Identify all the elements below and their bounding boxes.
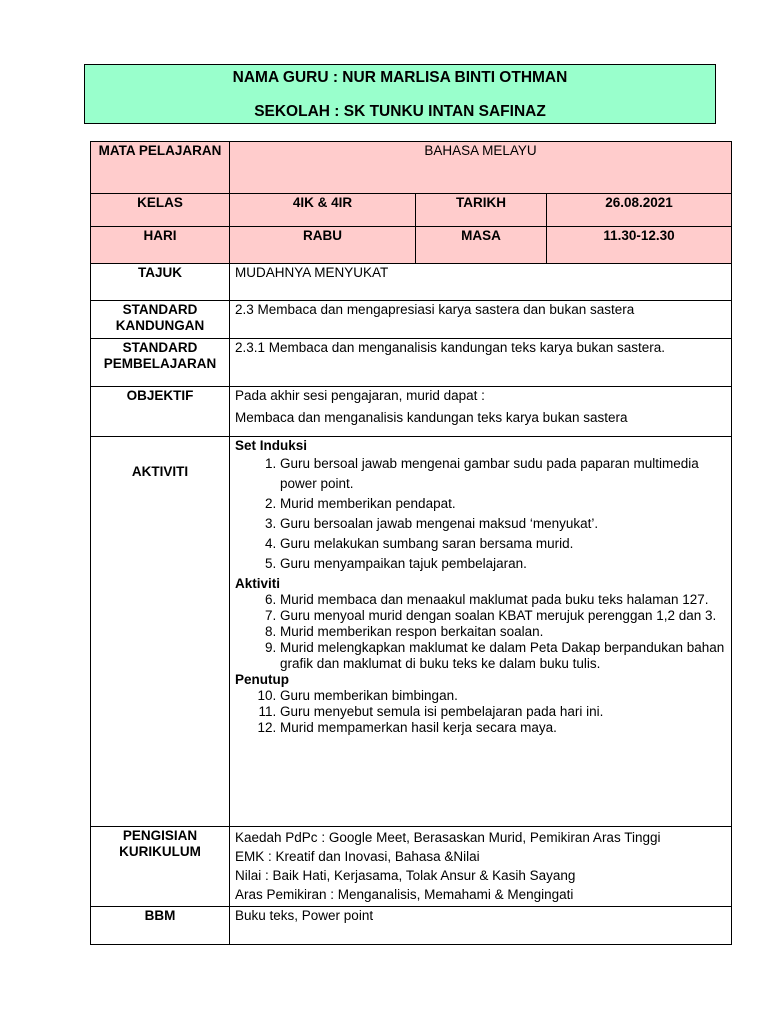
curriculum-label: PENGISIAN KURIKULUM [91,827,230,907]
curriculum-line: Nilai : Baik Hati, Kerjasama, Tolak Ansur & Kasih Sayang [235,868,576,883]
bbm-value: Buku teks, Power point [230,907,732,945]
date-value: 26.08.2021 [547,194,732,227]
lesson-plan-table [90,141,732,945]
closing-list [235,688,726,736]
school-name: SEKOLAH : SK TUNKU INTAN SAFINAZ [254,103,546,120]
learning-standard-value: 2.3.1 Membaca dan menganalisis kandungan teks karya bukan sastera. [230,339,732,387]
activity-cell [230,437,732,827]
induction-list [235,454,726,574]
content-standard-row [91,301,732,339]
subject-value: BAHASA MELAYU [230,142,732,194]
curriculum-line: Aras Pemikiran : Menganalisis, Memahami & Mengingati [235,887,574,902]
day-value: RABU [230,227,416,264]
objective-cell [230,387,732,437]
list-item: 7. Guru menyoal murid dengan soalan KBAT merujuk perenggan 1,2 dan 3. [280,608,726,624]
activity-list [235,592,726,672]
day-label: HARI [91,227,230,264]
curriculum-line: Kaedah PdPc : Google Meet, Berasaskan Murid, Pemikiran Aras Tinggi [235,830,661,845]
objective-value: Membaca dan menganalisis kandungan teks karya bukan sastera [235,410,628,425]
bbm-label: BBM [91,907,230,945]
list-item: 11. Guru menyebut semula isi pembelajaran pada hari ini. [280,704,726,720]
class-label: KELAS [91,194,230,227]
subject-label: MATA PELAJARAN [91,142,230,194]
induction-title: Set Induksi [235,438,308,453]
activity-title: Aktiviti [235,576,281,591]
learning-standard-label: STANDARD PEMBELAJARAN [91,339,230,387]
list-item: 9. Murid melengkapkan maklumat ke dalam Peta Dakap berpandukan bahan grafik dan maklumat di buku teks ke dalam buku tulis. [280,640,726,672]
list-item: 12. Murid mempamerkan hasil kerja secara maya. [280,720,726,736]
subject-row [91,142,732,194]
list-item: 10. Guru memberikan bimbingan. [280,688,726,704]
class-value: 4IK & 4IR [230,194,416,227]
day-row [91,227,732,264]
date-label: TARIKH [416,194,547,227]
topic-value: MUDAHNYA MENYUKAT [230,264,732,301]
activity-row [91,437,732,827]
list-item: 1. Guru bersoal jawab mengenai gambar sudu pada paparan multimedia power point. [280,454,726,494]
content-standard-label: STANDARD KANDUNGAN [91,301,230,339]
teacher-name: NAMA GURU : NUR MARLISA BINTI OTHMAN [232,69,568,86]
activity-label-cell [91,437,230,827]
activity-label: AKTIVITI [131,464,189,479]
list-item: 4. Guru melakukan sumbang saran bersama murid. [280,534,726,554]
content-standard-value: 2.3 Membaca dan mengapresiasi karya sastera dan bukan sastera [230,301,732,339]
curriculum-cell [230,827,732,907]
topic-label: TAJUK [91,264,230,301]
objective-label: OBJEKTIF [91,387,230,437]
curriculum-line: EMK : Kreatif dan Inovasi, Bahasa &Nilai [235,849,480,864]
teacher-school-header [84,64,716,124]
class-row [91,194,732,227]
list-item: 5. Guru menyampaikan tajuk pembelajaran. [280,554,726,574]
list-item: 3. Guru bersoalan jawab mengenai maksud ‘menyukat’. [280,514,726,534]
curriculum-row [91,827,732,907]
list-item: 6. Murid membaca dan menaakul maklumat pada buku teks halaman 127. [280,592,726,608]
objective-row [91,387,732,437]
closing-title: Penutup [235,672,289,687]
time-label: MASA [416,227,547,264]
learning-standard-row [91,339,732,387]
bbm-row [91,907,732,945]
time-value: 11.30-12.30 [547,227,732,264]
list-item: 8. Murid memberikan respon berkaitan soalan. [280,624,726,640]
topic-row [91,264,732,301]
objective-intro: Pada akhir sesi pengajaran, murid dapat : [235,388,485,403]
list-item: 2. Murid memberikan pendapat. [280,494,726,514]
